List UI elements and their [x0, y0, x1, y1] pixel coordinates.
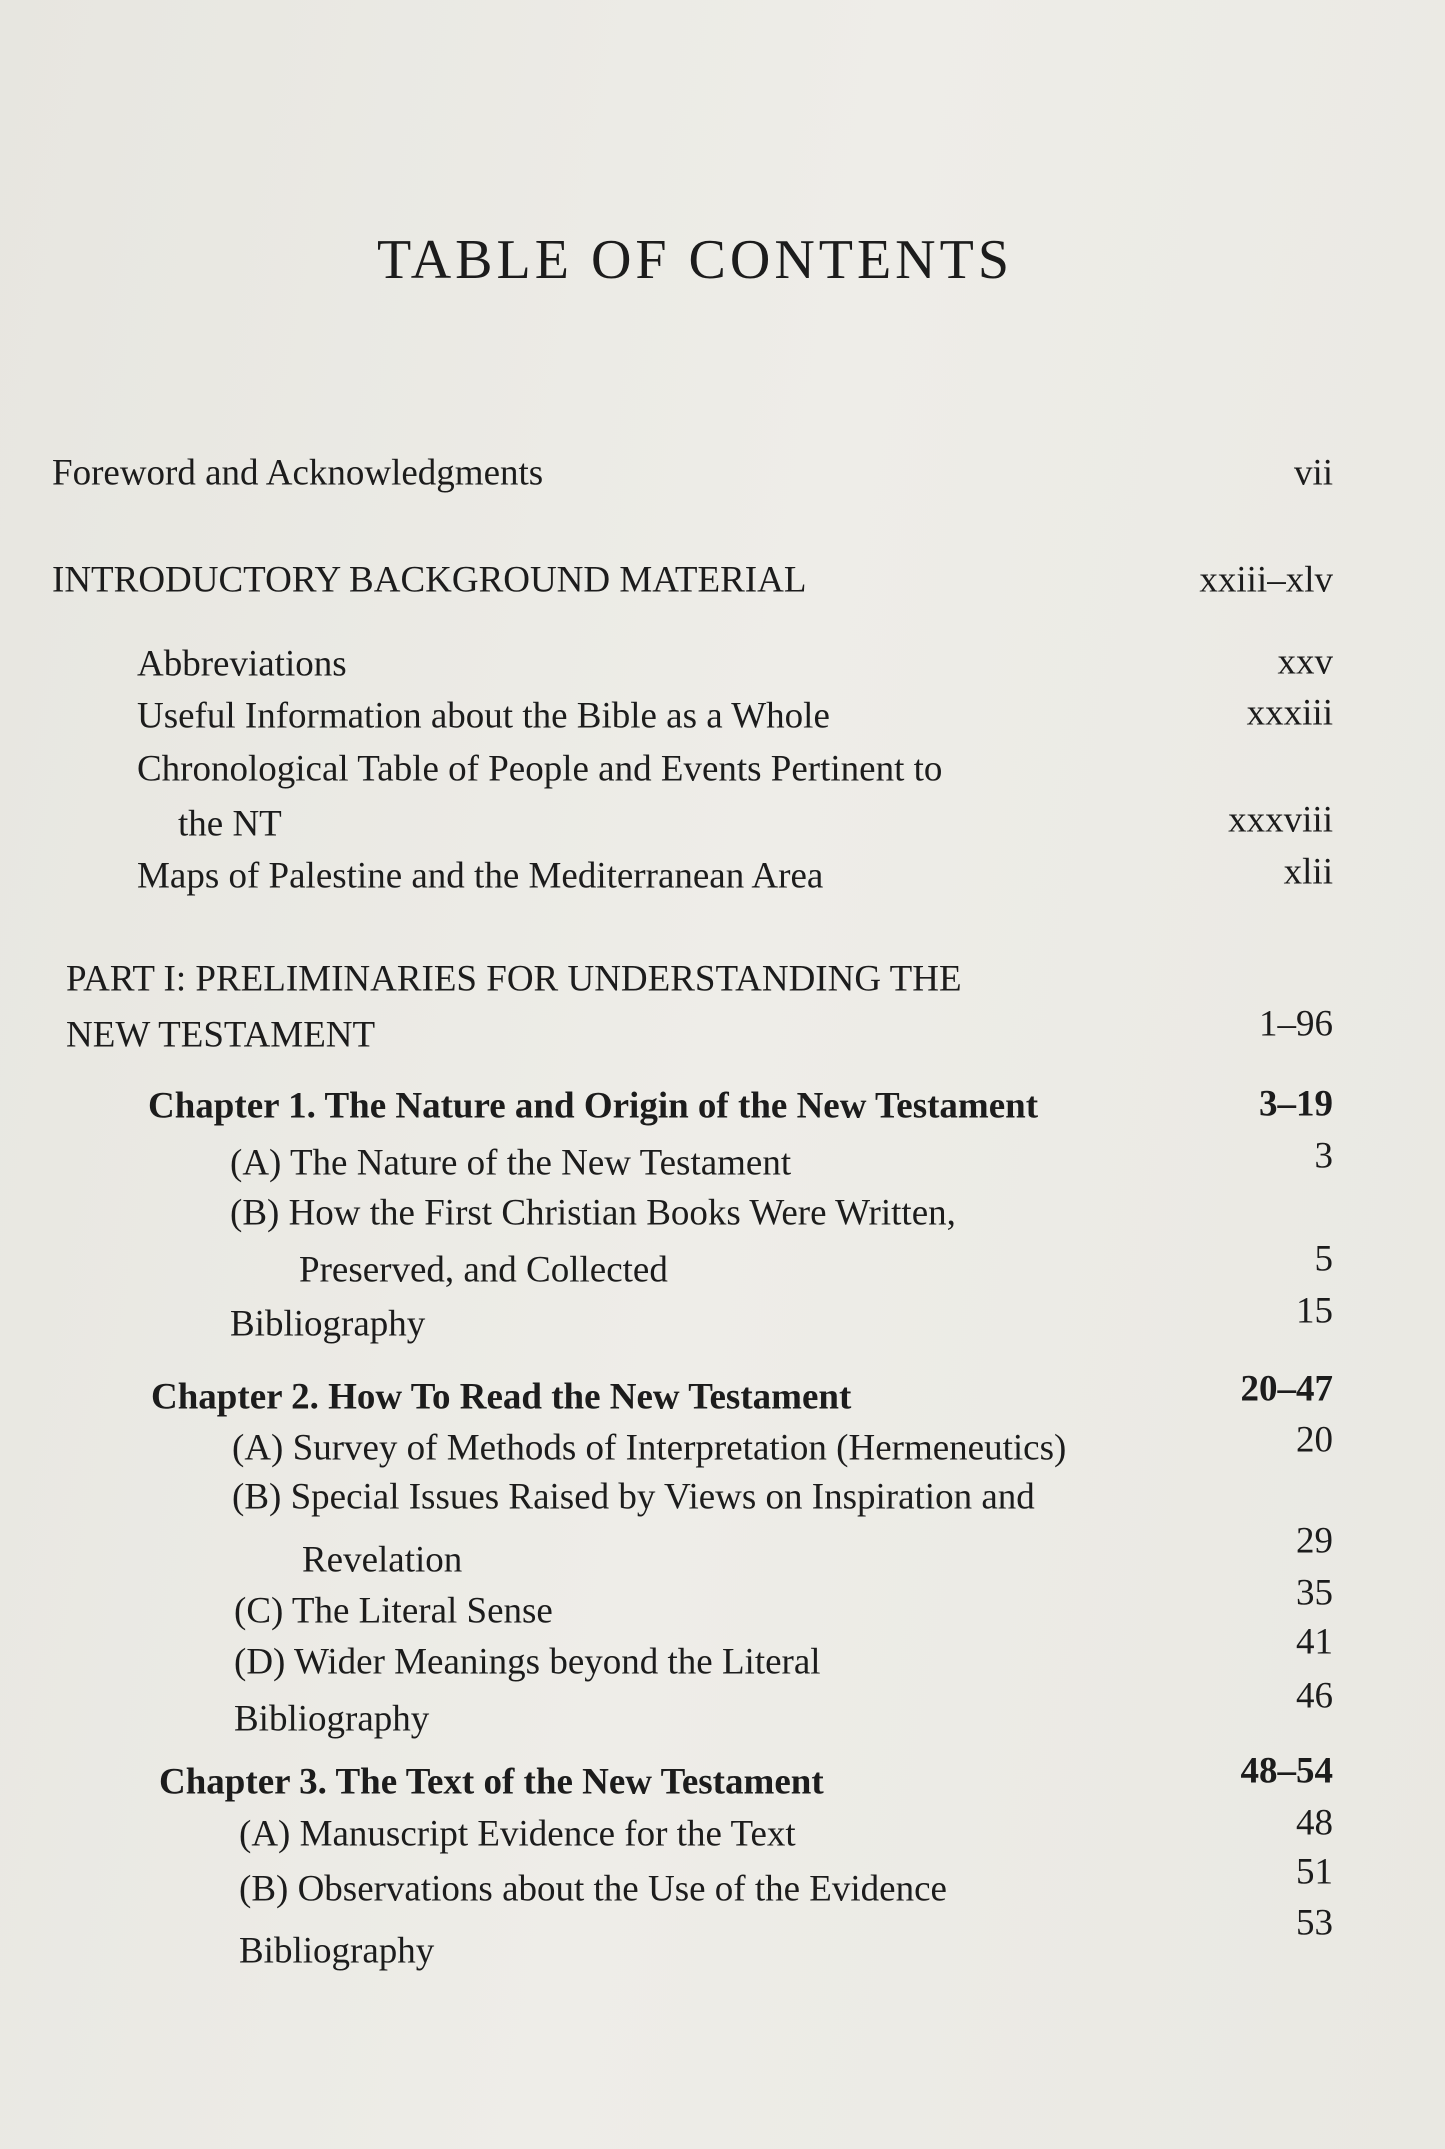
toc-subentry: (A) Manuscript Evidence for the Text [239, 1813, 796, 1855]
toc-page: 3–19 [1259, 1083, 1333, 1125]
toc-page: 51 [1296, 1851, 1333, 1893]
toc-page: 3 [1314, 1135, 1333, 1177]
toc-subentry-continued: Preserved, and Collected [299, 1249, 668, 1291]
toc-page: 29 [1296, 1520, 1333, 1562]
toc-part-heading-continued: NEW TESTAMENT [66, 1014, 376, 1056]
toc-subentry: (B) Observations about the Use of the Evidence [239, 1868, 947, 1910]
toc-page: 41 [1296, 1621, 1333, 1663]
toc-entry: Maps of Palestine and the Mediterranean Area [137, 855, 824, 897]
toc-page: xxiii–xlv [1199, 559, 1333, 601]
toc-subentry: (A) The Nature of the New Testament [230, 1142, 792, 1184]
toc-page: 35 [1296, 1572, 1333, 1614]
toc-page: 1–96 [1259, 1003, 1333, 1045]
toc-subentry: (A) Survey of Methods of Interpretation (Hermeneutics) [232, 1427, 1067, 1469]
toc-part-heading: PART I: PRELIMINARIES FOR UNDERSTANDING THE [66, 958, 962, 1000]
toc-subentry: (B) How the First Christian Books Were Written, [230, 1192, 956, 1234]
toc-chapter: Chapter 2. How To Read the New Testament [151, 1376, 852, 1418]
toc-subentry: (B) Special Issues Raised by Views on Inspiration and [232, 1476, 1035, 1518]
toc-page: xxxviii [1228, 799, 1333, 841]
toc-subentry: (C) The Literal Sense [234, 1590, 553, 1632]
toc-section-introductory: INTRODUCTORY BACKGROUND MATERIAL [52, 559, 807, 601]
toc-entry: Chronological Table of People and Events Pertinent to [137, 748, 943, 790]
page-title: TABLE OF CONTENTS [377, 229, 1013, 291]
toc-chapter: Chapter 1. The Nature and Origin of the New Testament [148, 1085, 1039, 1127]
toc-page: 48–54 [1240, 1750, 1333, 1792]
toc-entry: Abbreviations [137, 643, 347, 685]
toc-page: xxv [1277, 641, 1333, 683]
toc-entry: Useful Information about the Bible as a Whole [137, 695, 830, 737]
toc-page: 15 [1296, 1290, 1333, 1332]
toc-entry-foreword: Foreword and Acknowledgments [52, 452, 544, 494]
toc-chapter: Chapter 3. The Text of the New Testament [159, 1761, 824, 1803]
toc-subentry: Bibliography [234, 1698, 430, 1740]
toc-subentry: Bibliography [239, 1930, 435, 1972]
toc-page: xlii [1283, 851, 1333, 893]
toc-subentry-continued: Revelation [302, 1539, 463, 1581]
toc-page: 46 [1296, 1675, 1333, 1717]
toc-page: 48 [1296, 1802, 1333, 1844]
toc-page: xxxiii [1246, 692, 1333, 734]
toc-page: 20 [1296, 1419, 1333, 1461]
toc-subentry: Bibliography [230, 1303, 426, 1345]
toc-subentry: (D) Wider Meanings beyond the Literal [234, 1641, 821, 1683]
toc-page: 5 [1314, 1238, 1333, 1280]
toc-page: 20–47 [1240, 1368, 1333, 1410]
toc-page: 53 [1296, 1902, 1333, 1944]
toc-entry-continued: the NT [178, 803, 282, 845]
toc-page: vii [1293, 452, 1333, 494]
